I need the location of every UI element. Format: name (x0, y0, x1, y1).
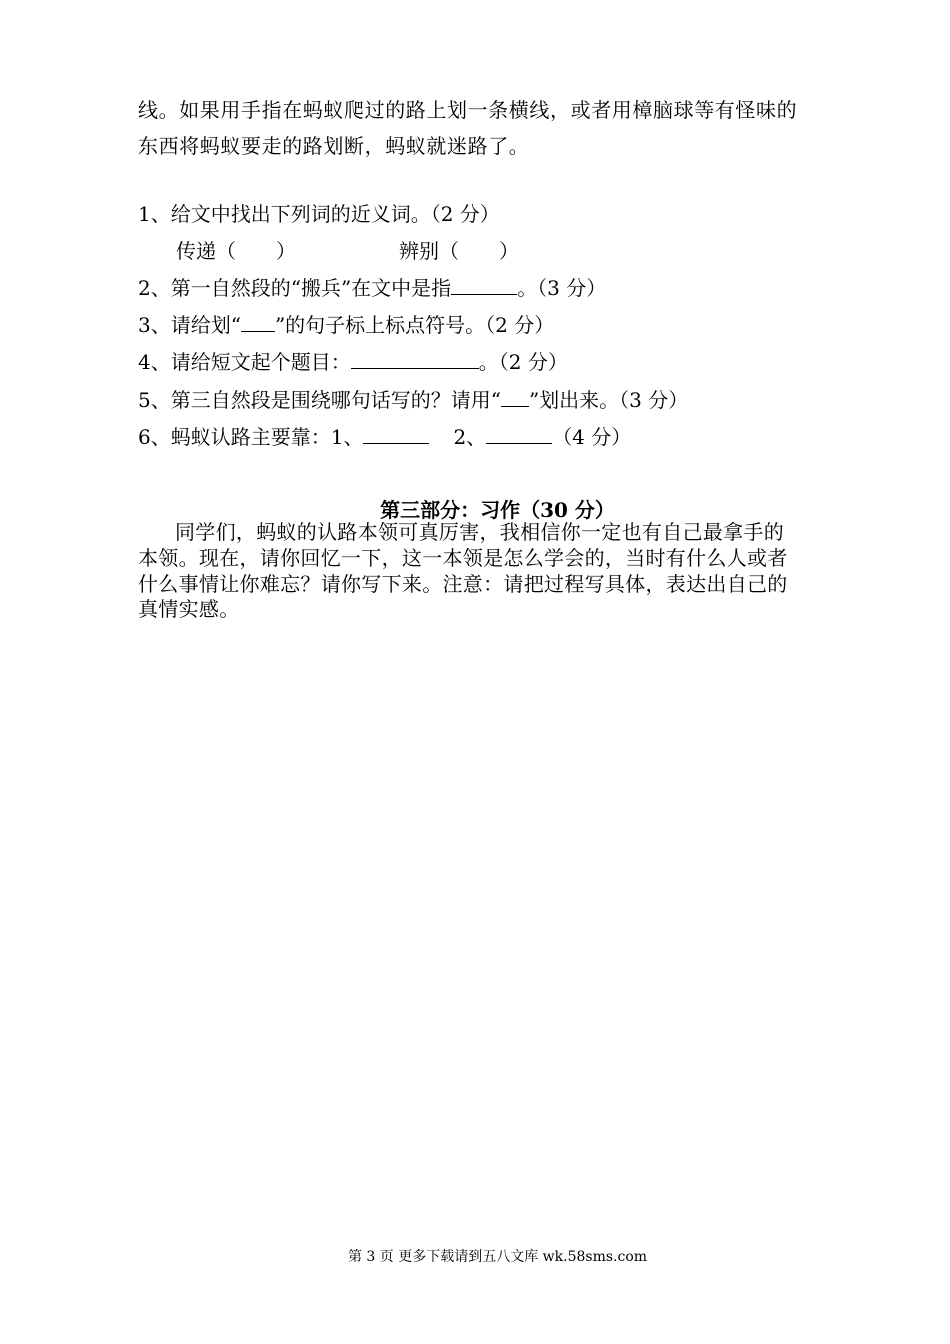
question-5-suffix: ”划出来。（3 分） (528, 388, 689, 412)
underline-mark (501, 388, 529, 407)
section-3-title: 第三部分：习作（30 分） (380, 498, 615, 522)
essay-prompt-line-3: 什么事情让你难忘？请你写下来。注意：请把过程写具体，表达出自己的 (138, 572, 788, 596)
essay-prompt-line-1: 同学们，蚂蚁的认路本领可真厉害，我相信你一定也有自己最拿手的 (175, 520, 784, 544)
question-4-prefix: 4、请给短文起个题目： (138, 350, 351, 374)
essay-prompt-line-2: 本领。现在，请你回忆一下，这一本领是怎么学会的，当时有什么人或者 (138, 546, 788, 570)
question-3-prefix: 3、请给划“ (138, 313, 241, 337)
question-4 (138, 346, 568, 375)
title-answer-blank[interactable] (351, 350, 479, 369)
question-3-suffix: ”的句子标上标点符号。（2 分） (274, 313, 555, 337)
underline-mark (241, 313, 275, 332)
page-footer: 第 3 页 更多下载请到五八文库 wk.58sms.com (347, 1249, 648, 1265)
question-2 (138, 272, 606, 301)
passage-line-1: 线。如果用手指在蚂蚁爬过的路上划一条横线，或者用樟脑球等有怪味的 (138, 98, 798, 122)
question-6-suffix: （4 分） (552, 425, 632, 449)
question-5 (138, 384, 688, 413)
answer-blank-2[interactable] (486, 425, 552, 444)
question-2-suffix: 。（3 分） (517, 276, 607, 300)
answer-blank-1[interactable] (363, 425, 429, 444)
question-5-prefix: 5、第三自然段是围绕哪句话写的？请用“ (138, 388, 501, 412)
question-2-prefix: 2、第一自然段的“搬兵”在文中是指 (138, 276, 452, 300)
question-3 (138, 309, 554, 338)
question-4-suffix: 。（2 分） (478, 350, 568, 374)
question-1-word-a: 传递（ ） (176, 239, 296, 263)
passage-line-2: 东西将蚂蚁要走的路划断，蚂蚁就迷路了。 (138, 134, 530, 158)
essay-prompt-line-4: 真情实感。 (138, 597, 240, 621)
question-1: 1、给文中找出下列词的近义词。（2 分） (138, 202, 500, 226)
question-6-mid: 2、 (453, 425, 487, 449)
question-6-prefix: 6、蚂蚁认路主要靠：1、 (138, 425, 364, 449)
answer-blank[interactable] (451, 276, 517, 295)
question-6 (138, 421, 631, 450)
question-1-word-b: 辨别（ ） (399, 239, 519, 263)
